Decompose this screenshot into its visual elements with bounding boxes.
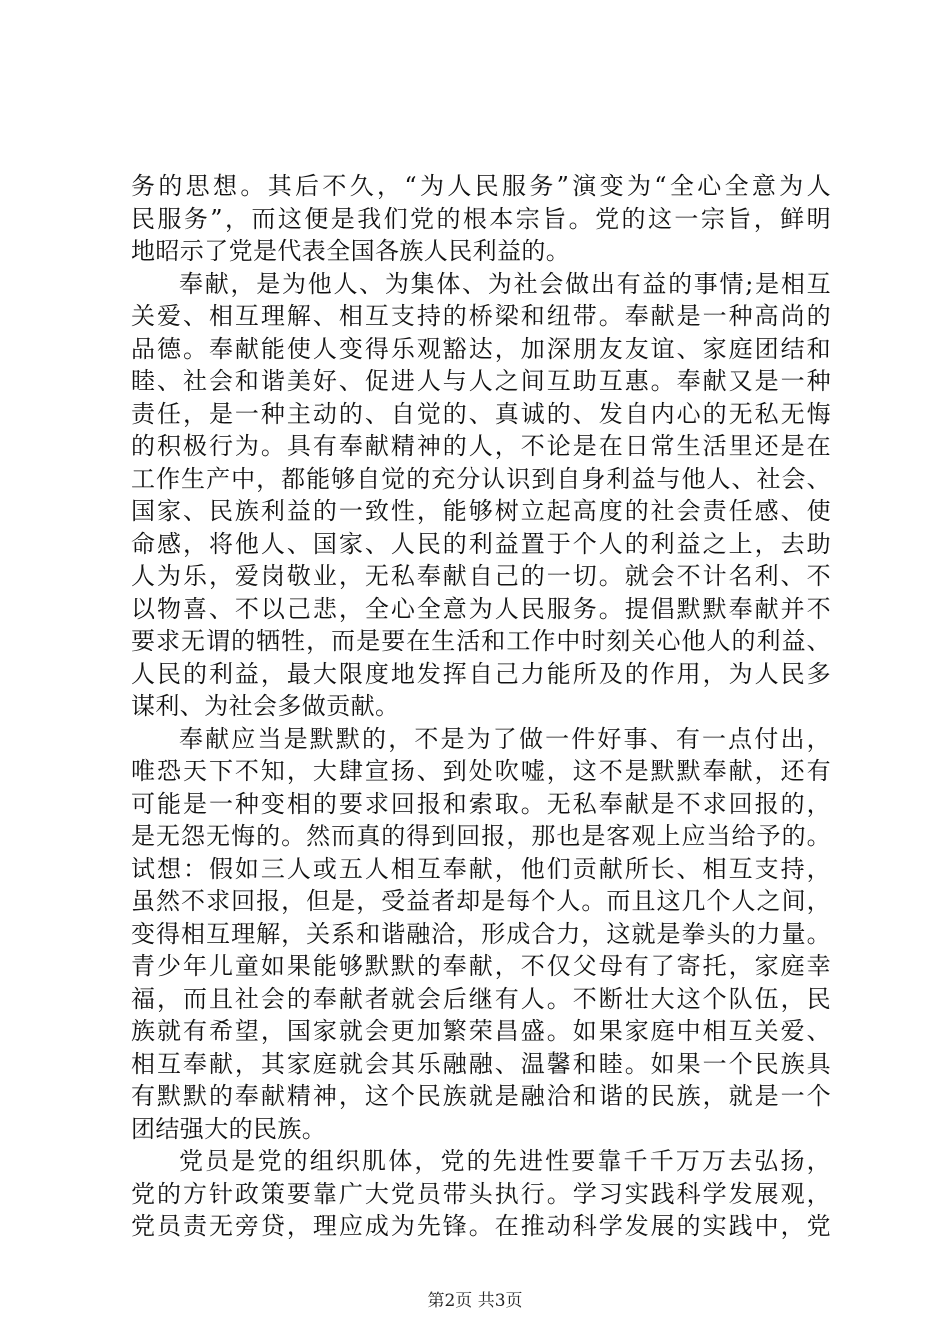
text-line: 相互奉献，其家庭就会其乐融融、温馨和睦。如果一个民族具 <box>131 1049 831 1078</box>
text-line: 关爱、相互理解、相互支持的桥梁和纽带。奉献是一种高尚的 <box>131 302 831 330</box>
text-line: 国家、民族利益的一致性，能够树立起高度的社会责任感、使 <box>131 497 831 525</box>
text-line: 可能是一种变相的要求回报和索取。无私奉献是不求回报的， <box>131 789 831 818</box>
text-line: 民服务”，而这便是我们党的根本宗旨。党的这一宗旨，鲜明 <box>131 204 831 233</box>
text-line: 有默默的奉献精神，这个民族就是融洽和谐的民族，就是一个 <box>131 1082 831 1110</box>
text-line: 人为乐，爱岗敬业，无私奉献自己的一切。就会不计名利、不 <box>131 562 831 590</box>
text-line: 团结强大的民族。 <box>131 1114 327 1143</box>
text-line: 要求无谓的牺牲，而是要在生活和工作中时刻关心他人的利益、 <box>131 627 831 655</box>
paragraph-first-line: 奉献应当是默默的，不是为了做一件好事、有一点付出， <box>179 724 831 753</box>
paragraph-first-line: 奉献，是为他人、为集体、为社会做出有益的事情;是相互 <box>179 269 831 298</box>
text-line: 福，而且社会的奉献者就会后继有人。不断壮大这个队伍，民 <box>131 984 831 1013</box>
text-line: 人民的利益，最大限度地发挥自己力能所及的作用，为人民多 <box>131 659 831 688</box>
text-line: 唯恐天下不知，大肆宣扬、到处吹嘘，这不是默默奉献，还有 <box>131 757 831 785</box>
text-line: 变得相互理解，关系和谐融洽，形成合力，这就是拳头的力量。 <box>131 919 831 948</box>
text-line: 睦、社会和谐美好、促进人与人之间互助互惠。奉献又是一种 <box>131 367 831 395</box>
text-line: 务的思想。其后不久，“为人民服务”演变为“全心全意为人 <box>131 172 831 200</box>
text-line: 工作生产中，都能够自觉的充分认识到自身利益与他人、社会、 <box>131 464 831 493</box>
text-line: 谋利、为社会多做贡献。 <box>131 692 400 720</box>
document-body <box>131 170 831 1243</box>
text-line: 责任，是一种主动的、自觉的、真诚的、发自内心的无私无悔 <box>131 399 831 428</box>
text-line: 党的方针政策要靠广大党员带头执行。学习实践科学发展观， <box>131 1179 831 1208</box>
text-line: 族就有希望，国家就会更加繁荣昌盛。如果家庭中相互关爱、 <box>131 1017 831 1045</box>
text-line: 是无怨无悔的。然而真的得到回报，那也是客观上应当给予的。 <box>131 822 831 850</box>
text-line: 地昭示了党是代表全国各族人民利益的。 <box>131 237 571 265</box>
text-line: 虽然不求回报，但是，受益者却是每个人。而且这几个人之间， <box>131 887 831 915</box>
text-line: 试想：假如三人或五人相互奉献，他们贡献所长、相互支持， <box>131 854 831 883</box>
text-line: 党员责无旁贷，理应成为先锋。在推动科学发展的实践中，党 <box>131 1212 831 1240</box>
text-line: 命感，将他人、国家、人民的利益置于个人的利益之上，去助 <box>131 529 831 558</box>
text-line: 品德。奉献能使人变得乐观豁达，加深朋友友谊、家庭团结和 <box>131 334 831 363</box>
text-line: 的积极行为。具有奉献精神的人，不论是在日常生活里还是在 <box>131 432 831 460</box>
page-footer: 第2页 共3页 <box>427 1291 523 1311</box>
paragraph-first-line: 党员是党的组织肌体，党的先进性要靠千千万万去弘扬， <box>179 1147 831 1175</box>
text-line: 青少年儿童如果能够默默的奉献，不仅父母有了寄托，家庭幸 <box>131 952 831 980</box>
text-line: 以物喜、不以己悲，全心全意为人民服务。提倡默默奉献并不 <box>131 594 831 623</box>
